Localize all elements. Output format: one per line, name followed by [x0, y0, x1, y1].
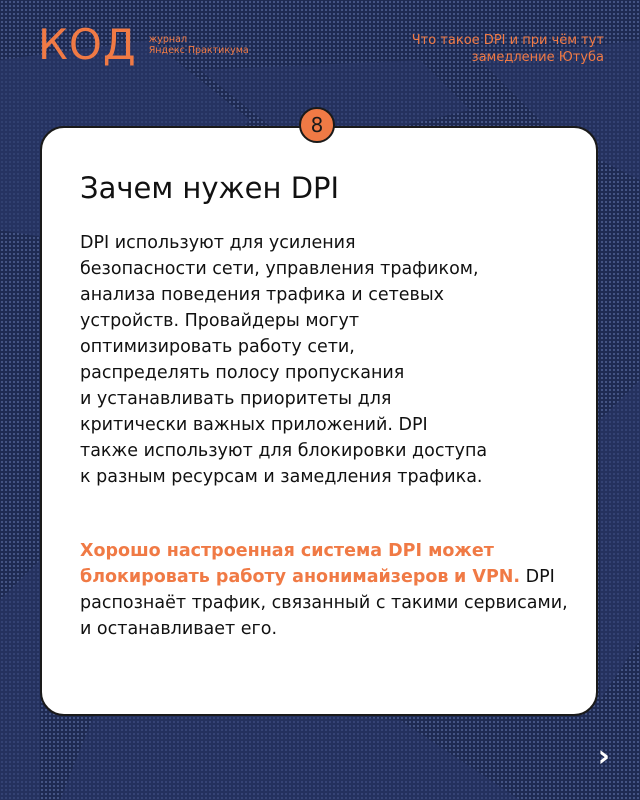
text-line: распределять полосу пропускания — [80, 363, 405, 383]
text-line: анализа поведения трафика и сетевых — [80, 285, 445, 305]
paragraph-2 — [80, 538, 572, 642]
text-line: критически важных приложений. DPI — [80, 415, 428, 435]
chevron-right-icon[interactable]: › — [597, 739, 610, 774]
text-line: безопасности сети, управления трафиком, — [80, 259, 479, 279]
card-title: Зачем нужен DPI — [80, 171, 340, 205]
paragraph-1 — [80, 230, 572, 490]
text-line: устройств. Провайдеры могут — [80, 311, 360, 331]
logo-subtitle-line: Яндекс Практикума — [148, 45, 249, 56]
text-line: к разным ресурсам и замедления трафика. — [80, 467, 483, 487]
highlight-line: блокировать работу анонимайзеров — [80, 567, 449, 587]
text-line: DPI используют для усиления — [80, 233, 356, 253]
highlight-line: Хорошо настроенная система DPI может — [80, 541, 494, 561]
article-title-line: замедление Ютуба — [471, 50, 604, 65]
text-line: оптимизировать работу сети, — [80, 337, 355, 357]
logo-subtitle-line: журнал — [148, 34, 188, 45]
highlight-fragment: и VPN. — [454, 567, 521, 587]
logo — [38, 20, 249, 69]
content-card — [40, 126, 598, 716]
text-line: с такими сервисами, и останавливает его. — [80, 593, 568, 639]
text-line: также используют для блокировки доступа — [80, 441, 488, 461]
text-line: и устанавливать приоритеты для — [80, 389, 392, 409]
text-fragment: DPI распознаёт трафик, связанный — [80, 567, 555, 613]
article-title — [344, 32, 604, 66]
logo-word: КОД — [38, 20, 137, 69]
logo-subtitle — [149, 34, 249, 56]
article-title-line: Что такое DPI и при чём тут — [411, 33, 604, 48]
slide-number-badge: 8 — [299, 107, 335, 143]
